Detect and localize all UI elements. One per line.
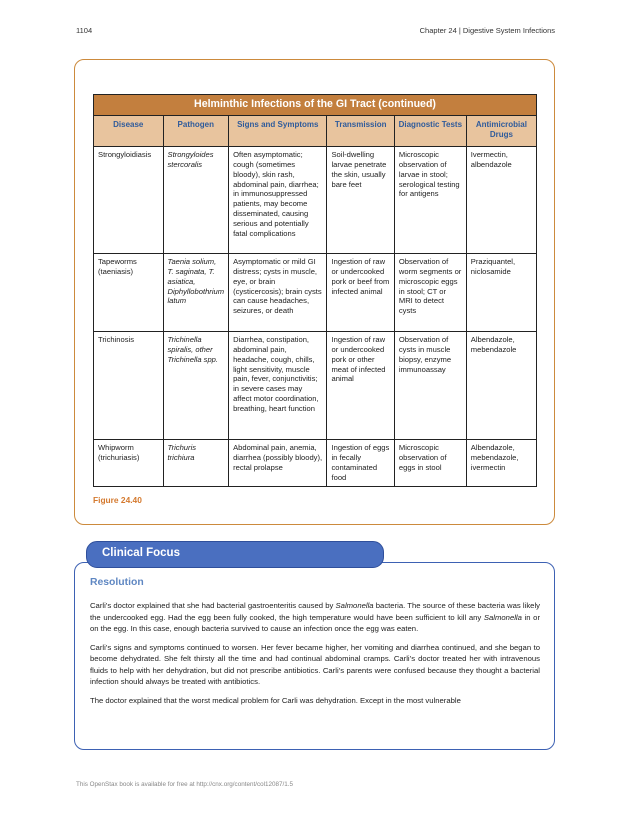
column-header-drugs: Antimicrobial Drugs <box>466 116 536 147</box>
disease-cell: Whipworm (trichuriasis) <box>94 440 164 487</box>
disease-cell: Trichinosis <box>94 332 164 440</box>
paragraph: Carli’s signs and symptoms continued to worsen. Her fever became higher, her vomiting and diarrhea continued, and she began to become dehydrated. She felt thirsty all the time and had continual abdominal cramps. Carli’s doctor treated her with intravenous fluids to help with her dehydration, but did not prescribe antibiotics. Carli’s parents were confused because they thought a bacterial infection should always be treated with antibiotics. <box>90 642 540 687</box>
clinical-focus-tab: Clinical Focus <box>86 541 384 568</box>
diagnostic-cell: Microscopic observation of eggs in stool <box>394 440 466 487</box>
transmission-cell: Ingestion of raw or undercooked pork or beef from infected animal <box>327 254 394 332</box>
column-header-disease: Disease <box>94 116 164 147</box>
table-title: Helminthic Infections of the GI Tract (continued) <box>94 95 537 116</box>
clinical-focus-body <box>90 600 540 713</box>
footer-note: This OpenStax book is available for free at http://cnx.org/content/col12087/1.5 <box>76 781 294 788</box>
diagnostic-cell: Microscopic observation of larvae in stool; serological testing for antigens <box>394 147 466 254</box>
transmission-cell: Soil-dwelling larvae penetrate the skin, usually bare feet <box>327 147 394 254</box>
diagnostic-cell: Observation of cysts in muscle biopsy, enzyme immunoassay <box>394 332 466 440</box>
paragraph: The doctor explained that the worst medical problem for Carli was dehydration. Except in the most vulnerable <box>90 695 461 705</box>
drugs-cell: Albendazole, mebendazole, ivermectin <box>466 440 536 487</box>
figure-label: Figure 24.40 <box>93 495 142 505</box>
table-row <box>94 440 537 487</box>
diagnostic-cell: Observation of worm segments or microscopic eggs in stool; CT or MRI to detect cysts <box>394 254 466 332</box>
resolution-heading: Resolution <box>90 577 144 588</box>
drugs-cell: Ivermectin, albendazole <box>466 147 536 254</box>
table-row <box>94 254 537 332</box>
pathogen-cell: Trichuris trichiura <box>163 440 229 487</box>
signs-cell: Abdominal pain, anemia, diarrhea (possibly bloody), rectal prolapse <box>229 440 327 487</box>
column-header-signs: Signs and Symptoms <box>229 116 327 147</box>
chapter-title: Chapter 24 | Digestive System Infections <box>419 26 555 35</box>
pathogen-cell: Taenia solium, T. saginata, T. asiatica, Diphyllobothrium latum <box>163 254 229 332</box>
table-row <box>94 332 537 440</box>
column-header-diagnostic: Diagnostic Tests <box>394 116 466 147</box>
transmission-cell: Ingestion of raw or undercooked pork or other meat of infected animal <box>327 332 394 440</box>
pathogen-cell: Strongyloides stercoralis <box>163 147 229 254</box>
pathogen-cell: Trichinella spiralis, other Trichinella spp. <box>163 332 229 440</box>
disease-cell: Strongyloidiasis <box>94 147 164 254</box>
signs-cell: Diarrhea, constipation, abdominal pain, headache, cough, chills, light sensitivity, muscle pain, fever, conjunctivitis; in severe cases may affect motor coordination, breathing, heart function <box>229 332 327 440</box>
paragraph: Carli’s doctor explained that she had bacterial gastroenteritis caused by Salmonella bacteria. The source of these bacteria was likely the undercooked egg. Had the egg been fully cooked, the high temperature would have been sufficient to kill any Salmonella in or on the egg. In this case, enough bacteria survived to cause an infection once the egg was eaten. <box>90 601 540 634</box>
drugs-cell: Albendazole, mebendazole <box>466 332 536 440</box>
column-header-transmission: Transmission <box>327 116 394 147</box>
column-header-pathogen: Pathogen <box>163 116 229 147</box>
table-row <box>94 147 537 254</box>
drugs-cell: Praziquantel, niclosamide <box>466 254 536 332</box>
helminth-table <box>93 94 537 487</box>
page-number: 1104 <box>76 26 93 35</box>
transmission-cell: Ingestion of eggs in fecally contaminated food <box>327 440 394 487</box>
signs-cell: Often asymptomatic; cough (sometimes bloody), skin rash, abdominal pain, diarrhea; in immunosuppressed patients, may become disseminated, causing serious and potentially fatal complications <box>229 147 327 254</box>
disease-cell: Tapeworms (taeniasis) <box>94 254 164 332</box>
signs-cell: Asymptomatic or mild GI distress; cysts in muscle, eye, or brain (cysticercosis); brain cysts can cause headaches, seizures, or death <box>229 254 327 332</box>
